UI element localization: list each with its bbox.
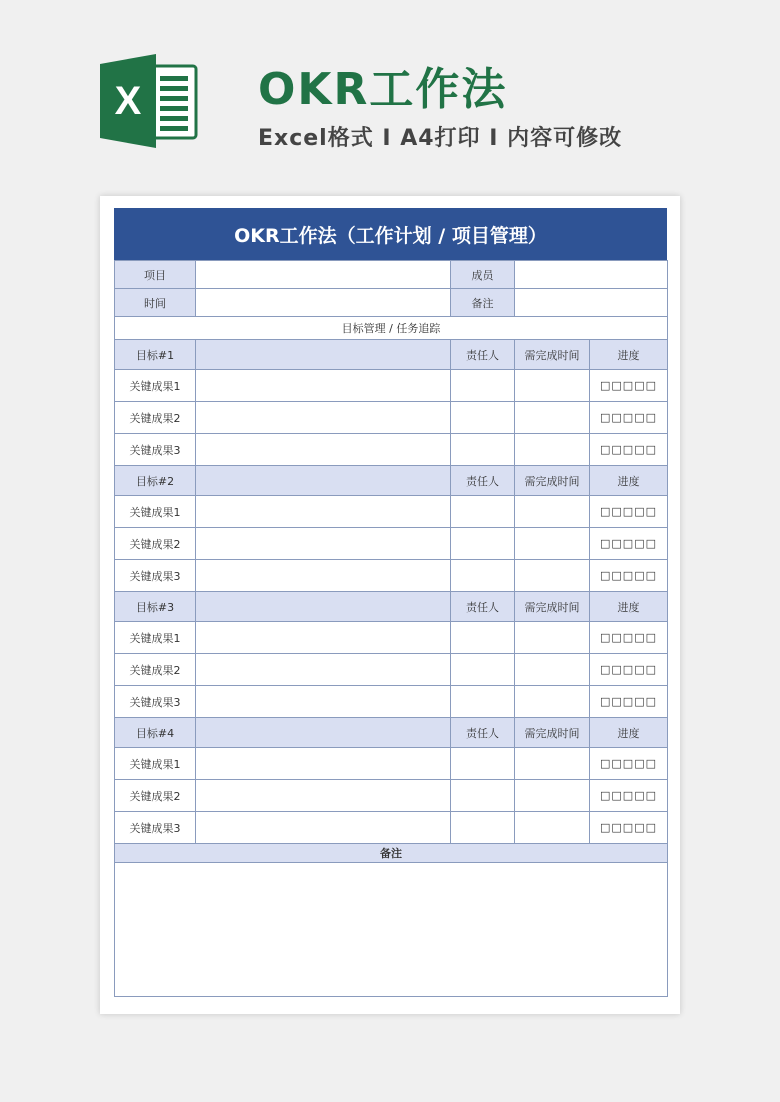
key-result-value[interactable] [196, 686, 451, 718]
notes-area[interactable] [115, 863, 668, 997]
deadline-cell[interactable] [515, 370, 590, 402]
deadline-cell[interactable] [515, 812, 590, 844]
section-title: 目标管理 / 任务追踪 [115, 317, 668, 340]
excel-logo-icon [100, 54, 200, 148]
goal-value[interactable] [196, 718, 451, 748]
key-result-value[interactable] [196, 812, 451, 844]
project-label: 项目 [115, 261, 196, 289]
key-result-label: 关键成果2 [115, 780, 196, 812]
owner-cell[interactable] [451, 402, 515, 434]
key-result-value[interactable] [196, 434, 451, 466]
progress-header: 进度 [590, 592, 668, 622]
goal-label: 目标#2 [115, 466, 196, 496]
goal-value[interactable] [196, 340, 451, 370]
key-result-value[interactable] [196, 528, 451, 560]
key-result-row [115, 434, 668, 466]
deadline-cell[interactable] [515, 434, 590, 466]
goal-header-row [115, 340, 668, 370]
key-result-value[interactable] [196, 748, 451, 780]
key-result-label: 关键成果2 [115, 528, 196, 560]
goal-header-row [115, 466, 668, 496]
owner-cell[interactable] [451, 654, 515, 686]
deadline-cell[interactable] [515, 496, 590, 528]
key-result-row [115, 402, 668, 434]
goal-header-row [115, 718, 668, 748]
member-label: 成员 [451, 261, 515, 289]
sheet-title: OKR工作法（工作计划 / 项目管理） [114, 208, 667, 260]
progress-boxes[interactable]: □□□□□ [590, 496, 668, 528]
key-result-value[interactable] [196, 560, 451, 592]
progress-boxes[interactable]: □□□□□ [590, 780, 668, 812]
project-value[interactable] [196, 261, 451, 289]
owner-cell[interactable] [451, 370, 515, 402]
deadline-cell[interactable] [515, 622, 590, 654]
owner-cell[interactable] [451, 686, 515, 718]
deadline-cell[interactable] [515, 654, 590, 686]
deadline-cell[interactable] [515, 402, 590, 434]
progress-header: 进度 [590, 340, 668, 370]
key-result-row [115, 812, 668, 844]
owner-cell[interactable] [451, 622, 515, 654]
progress-boxes[interactable]: □□□□□ [590, 812, 668, 844]
key-result-value[interactable] [196, 622, 451, 654]
key-result-label: 关键成果3 [115, 812, 196, 844]
key-result-row [115, 686, 668, 718]
progress-boxes[interactable]: □□□□□ [590, 622, 668, 654]
key-result-label: 关键成果3 [115, 686, 196, 718]
goal-value[interactable] [196, 592, 451, 622]
key-result-label: 关键成果1 [115, 370, 196, 402]
key-result-value[interactable] [196, 496, 451, 528]
owner-header: 责任人 [451, 466, 515, 496]
progress-header: 进度 [590, 718, 668, 748]
deadline-cell[interactable] [515, 686, 590, 718]
key-result-value[interactable] [196, 654, 451, 686]
remark-value[interactable] [515, 289, 668, 317]
progress-boxes[interactable]: □□□□□ [590, 434, 668, 466]
key-result-row [115, 780, 668, 812]
deadline-cell[interactable] [515, 748, 590, 780]
progress-boxes[interactable]: □□□□□ [590, 560, 668, 592]
key-result-label: 关键成果2 [115, 654, 196, 686]
owner-header: 责任人 [451, 718, 515, 748]
owner-cell[interactable] [451, 496, 515, 528]
owner-cell[interactable] [451, 748, 515, 780]
goal-label: 目标#1 [115, 340, 196, 370]
progress-boxes[interactable]: □□□□□ [590, 402, 668, 434]
deadline-header: 需完成时间 [515, 466, 590, 496]
notes-header: 备注 [115, 844, 668, 863]
okr-table [114, 260, 668, 997]
key-result-value[interactable] [196, 402, 451, 434]
owner-cell[interactable] [451, 812, 515, 844]
progress-boxes[interactable]: □□□□□ [590, 748, 668, 780]
owner-header: 责任人 [451, 592, 515, 622]
key-result-row [115, 560, 668, 592]
progress-boxes[interactable]: □□□□□ [590, 370, 668, 402]
deadline-header: 需完成时间 [515, 718, 590, 748]
key-result-label: 关键成果1 [115, 748, 196, 780]
goal-header-row [115, 592, 668, 622]
deadline-header: 需完成时间 [515, 592, 590, 622]
key-result-label: 关键成果2 [115, 402, 196, 434]
key-result-value[interactable] [196, 780, 451, 812]
key-result-row [115, 528, 668, 560]
owner-cell[interactable] [451, 780, 515, 812]
time-value[interactable] [196, 289, 451, 317]
progress-boxes[interactable]: □□□□□ [590, 528, 668, 560]
key-result-row [115, 622, 668, 654]
key-result-row [115, 496, 668, 528]
progress-boxes[interactable]: □□□□□ [590, 686, 668, 718]
key-result-label: 关键成果1 [115, 496, 196, 528]
page-subtitle: Excel格式 I A4打印 I 内容可修改 [258, 126, 623, 151]
key-result-row [115, 748, 668, 780]
owner-cell[interactable] [451, 434, 515, 466]
key-result-value[interactable] [196, 370, 451, 402]
goal-value[interactable] [196, 466, 451, 496]
key-result-label: 关键成果3 [115, 434, 196, 466]
key-result-row [115, 370, 668, 402]
page-title: OKR工作法 [258, 64, 508, 115]
remark-label: 备注 [451, 289, 515, 317]
owner-cell[interactable] [451, 528, 515, 560]
key-result-label: 关键成果3 [115, 560, 196, 592]
member-value[interactable] [515, 261, 668, 289]
goal-label: 目标#4 [115, 718, 196, 748]
owner-cell[interactable] [451, 560, 515, 592]
key-result-row [115, 654, 668, 686]
deadline-header: 需完成时间 [515, 340, 590, 370]
deadline-cell[interactable] [515, 560, 590, 592]
logo-letter: X [114, 79, 142, 123]
progress-boxes[interactable]: □□□□□ [590, 654, 668, 686]
deadline-cell[interactable] [515, 780, 590, 812]
deadline-cell[interactable] [515, 528, 590, 560]
owner-header: 责任人 [451, 340, 515, 370]
key-result-label: 关键成果1 [115, 622, 196, 654]
progress-header: 进度 [590, 466, 668, 496]
time-label: 时间 [115, 289, 196, 317]
goal-label: 目标#3 [115, 592, 196, 622]
